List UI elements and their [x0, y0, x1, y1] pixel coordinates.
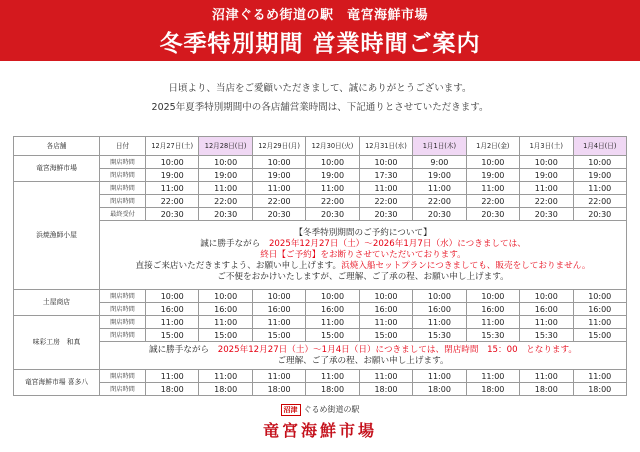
misai-notice — [100, 342, 627, 370]
notice-line — [100, 272, 626, 283]
row-label: 開店時間 — [100, 156, 146, 169]
header-day: 12月29日(月) — [252, 137, 305, 156]
header-day: 12月28日(日) — [199, 137, 252, 156]
time-cell: 10:00 — [466, 290, 519, 303]
row-label: 閉店時間 — [100, 303, 146, 316]
time-cell: 11:00 — [199, 316, 252, 329]
time-cell: 15:00 — [199, 329, 252, 342]
time-cell: 11:00 — [252, 316, 305, 329]
time-cell: 15:30 — [520, 329, 573, 342]
time-cell: 10:00 — [199, 156, 252, 169]
time-cell: 20:30 — [466, 208, 519, 221]
table-row — [14, 290, 627, 303]
logo-top-line — [0, 404, 640, 416]
store-doyama: 土屋商店 — [14, 290, 100, 316]
row-label: 閉店時間 — [100, 169, 146, 182]
time-cell: 20:30 — [413, 208, 466, 221]
logo-tagline: ぐるめ街道の駅 — [303, 405, 360, 414]
notice-line — [100, 356, 626, 367]
row-label: 開店時間 — [100, 182, 146, 195]
table-row — [14, 169, 627, 182]
time-cell: 22:00 — [573, 195, 627, 208]
time-cell: 11:00 — [252, 182, 305, 195]
time-cell: 18:00 — [252, 383, 305, 396]
time-cell: 11:00 — [359, 316, 412, 329]
row-label: 開店時間 — [100, 316, 146, 329]
store-ryugu: 竜宮海鮮市場 — [14, 156, 100, 182]
time-cell: 10:00 — [252, 156, 305, 169]
table-row — [14, 329, 627, 342]
table-row — [14, 195, 627, 208]
intro-line-2: 2025年夏季特別期間中の各店舗営業時間は、下記通りとさせていただきます。 — [151, 102, 489, 113]
time-cell: 22:00 — [413, 195, 466, 208]
time-cell: 11:00 — [199, 370, 252, 383]
time-cell: 18:00 — [413, 383, 466, 396]
logo-name: 竜宮海鮮市場 — [262, 421, 377, 440]
header-day: 1月3日(土) — [520, 137, 573, 156]
time-cell: 10:00 — [306, 156, 359, 169]
notice-highlight: 浜焼入船セットプランにつきましても、販売をしておりません。 — [341, 260, 591, 271]
time-cell: 18:00 — [573, 383, 627, 396]
table-row — [14, 383, 627, 396]
time-cell: 11:00 — [520, 316, 573, 329]
time-cell: 10:00 — [306, 290, 359, 303]
row-label: 開店時間 — [100, 290, 146, 303]
time-cell: 11:00 — [199, 182, 252, 195]
time-cell: 22:00 — [199, 195, 252, 208]
row-label: 閉店時間 — [100, 195, 146, 208]
time-cell: 19:00 — [573, 169, 627, 182]
header-day: 1月1日(木) — [413, 137, 466, 156]
time-cell: 15:30 — [413, 329, 466, 342]
header-day: 12月31日(水) — [359, 137, 412, 156]
time-cell: 11:00 — [306, 370, 359, 383]
header-day: 1月2日(金) — [466, 137, 519, 156]
time-cell: 19:00 — [520, 169, 573, 182]
time-cell: 11:00 — [520, 370, 573, 383]
notice-highlight: 2025年12月27日（土）〜2026年1月7日（水）につきましては、 — [268, 238, 526, 249]
time-cell: 16:00 — [146, 303, 199, 316]
time-cell: 18:00 — [146, 383, 199, 396]
time-cell: 11:00 — [466, 370, 519, 383]
time-cell: 20:30 — [199, 208, 252, 221]
notice-text: 誠に勝手ながら — [200, 238, 269, 249]
table-row — [14, 303, 627, 316]
time-cell: 20:30 — [359, 208, 412, 221]
time-cell: 10:00 — [413, 290, 466, 303]
time-cell: 18:00 — [520, 383, 573, 396]
header-day: 12月27日(土) — [146, 137, 199, 156]
notice-highlight: 2025年12月27日（土）〜1月4日（日）につきましては、閉店時間 15：00 となります。 — [217, 344, 578, 355]
table-row — [14, 370, 627, 383]
notice-text: 誠に勝手ながら — [148, 344, 218, 355]
time-cell: 15:00 — [306, 329, 359, 342]
notice-text: ご不便をおかけいたしますが、ご理解、ご了承の程、お願い申し上げます。 — [217, 271, 509, 282]
row-label: 閉店時間 — [100, 383, 146, 396]
time-cell: 10:00 — [573, 290, 627, 303]
time-cell: 18:00 — [306, 383, 359, 396]
notice-highlight: 終日【ご予約】をお断りさせていただいております。 — [260, 249, 466, 260]
time-cell: 10:00 — [199, 290, 252, 303]
table-row — [14, 342, 627, 370]
store-hamayaki: 浜焼漁師小屋 — [14, 182, 100, 290]
time-cell: 20:30 — [306, 208, 359, 221]
time-cell: 11:00 — [146, 316, 199, 329]
time-cell: 22:00 — [466, 195, 519, 208]
hamayaki-notice — [100, 221, 627, 290]
notice-text: ご理解、ご了承の程、お願い申し上げます。 — [277, 355, 449, 366]
time-cell: 11:00 — [306, 316, 359, 329]
time-cell: 10:00 — [146, 156, 199, 169]
table-row — [14, 156, 627, 169]
notice-text: 直接ご来店いただきますよう、お願い申し上げます。 — [135, 260, 342, 271]
table-row — [14, 182, 627, 195]
row-label: 閉店時間 — [100, 329, 146, 342]
time-cell: 15:30 — [466, 329, 519, 342]
time-cell: 20:30 — [520, 208, 573, 221]
time-cell: 11:00 — [413, 316, 466, 329]
time-cell: 18:00 — [359, 383, 412, 396]
row-label: 最終受付 — [100, 208, 146, 221]
header-date: 日付 — [100, 137, 146, 156]
time-cell: 9:00 — [413, 156, 466, 169]
time-cell: 22:00 — [146, 195, 199, 208]
time-cell: 11:00 — [573, 316, 627, 329]
time-cell: 15:00 — [573, 329, 627, 342]
time-cell: 15:00 — [252, 329, 305, 342]
time-cell: 22:00 — [520, 195, 573, 208]
header-day: 1月4日(日) — [573, 137, 627, 156]
time-cell: 16:00 — [199, 303, 252, 316]
time-cell: 11:00 — [520, 182, 573, 195]
header-day: 12月30日(火) — [306, 137, 359, 156]
store-misai: 味彩工房 和真 — [14, 316, 100, 370]
row-label: 開店時間 — [100, 370, 146, 383]
banner-title: 冬季特別期間 営業時間ご案内 — [159, 31, 481, 57]
time-cell: 10:00 — [466, 156, 519, 169]
time-cell: 11:00 — [573, 182, 627, 195]
time-cell: 19:00 — [146, 169, 199, 182]
time-cell: 17:30 — [359, 169, 412, 182]
time-cell: 11:00 — [306, 182, 359, 195]
time-cell: 19:00 — [466, 169, 519, 182]
time-cell: 22:00 — [252, 195, 305, 208]
time-cell: 10:00 — [252, 290, 305, 303]
table-header-row — [14, 137, 627, 156]
time-cell: 16:00 — [520, 303, 573, 316]
time-cell: 10:00 — [359, 156, 412, 169]
notice-line — [100, 228, 626, 239]
time-cell: 22:00 — [306, 195, 359, 208]
time-cell: 15:00 — [359, 329, 412, 342]
business-hours-table — [13, 136, 627, 396]
notice-heading: 【冬季特別期間のご予約について】 — [294, 227, 432, 238]
time-cell: 11:00 — [252, 370, 305, 383]
time-cell: 11:00 — [359, 182, 412, 195]
store-kitahachi: 竜宮海鮮市場 喜多八 — [14, 370, 100, 396]
time-cell: 10:00 — [573, 156, 627, 169]
time-cell: 18:00 — [199, 383, 252, 396]
time-cell: 22:00 — [359, 195, 412, 208]
table-row — [14, 221, 627, 290]
time-cell: 10:00 — [520, 290, 573, 303]
time-cell: 11:00 — [413, 370, 466, 383]
time-cell: 16:00 — [466, 303, 519, 316]
header-banner — [0, 0, 640, 61]
time-cell: 20:30 — [252, 208, 305, 221]
time-cell: 10:00 — [146, 290, 199, 303]
time-cell: 10:00 — [520, 156, 573, 169]
logo-box: 沼津 — [281, 404, 301, 416]
time-cell: 10:00 — [359, 290, 412, 303]
time-cell: 18:00 — [466, 383, 519, 396]
table-row — [14, 316, 627, 329]
banner-subtitle: 沼津ぐるめ街道の駅 竜宮海鮮市場 — [211, 8, 428, 23]
header-store: 各店舗 — [14, 137, 100, 156]
intro-line-1: 日頃より、当店をご愛顧いただきまして、誠にありがとうございます。 — [168, 83, 472, 94]
time-cell: 16:00 — [359, 303, 412, 316]
time-cell: 11:00 — [466, 316, 519, 329]
time-cell: 20:30 — [573, 208, 627, 221]
time-cell: 11:00 — [413, 182, 466, 195]
notice-line — [100, 261, 626, 272]
time-cell: 16:00 — [413, 303, 466, 316]
time-cell: 16:00 — [306, 303, 359, 316]
time-cell: 11:00 — [359, 370, 412, 383]
footer-logo — [0, 404, 640, 441]
time-cell: 11:00 — [573, 370, 627, 383]
notice-line — [100, 345, 626, 356]
time-cell: 19:00 — [252, 169, 305, 182]
time-cell: 11:00 — [146, 182, 199, 195]
time-cell: 20:30 — [146, 208, 199, 221]
time-cell: 19:00 — [413, 169, 466, 182]
notice-line — [100, 239, 626, 250]
time-cell: 19:00 — [199, 169, 252, 182]
time-cell: 19:00 — [306, 169, 359, 182]
time-cell: 16:00 — [252, 303, 305, 316]
time-cell: 15:00 — [146, 329, 199, 342]
notice-line — [100, 250, 626, 261]
time-cell: 16:00 — [573, 303, 627, 316]
table-row — [14, 208, 627, 221]
time-cell: 11:00 — [466, 182, 519, 195]
time-cell: 11:00 — [146, 370, 199, 383]
